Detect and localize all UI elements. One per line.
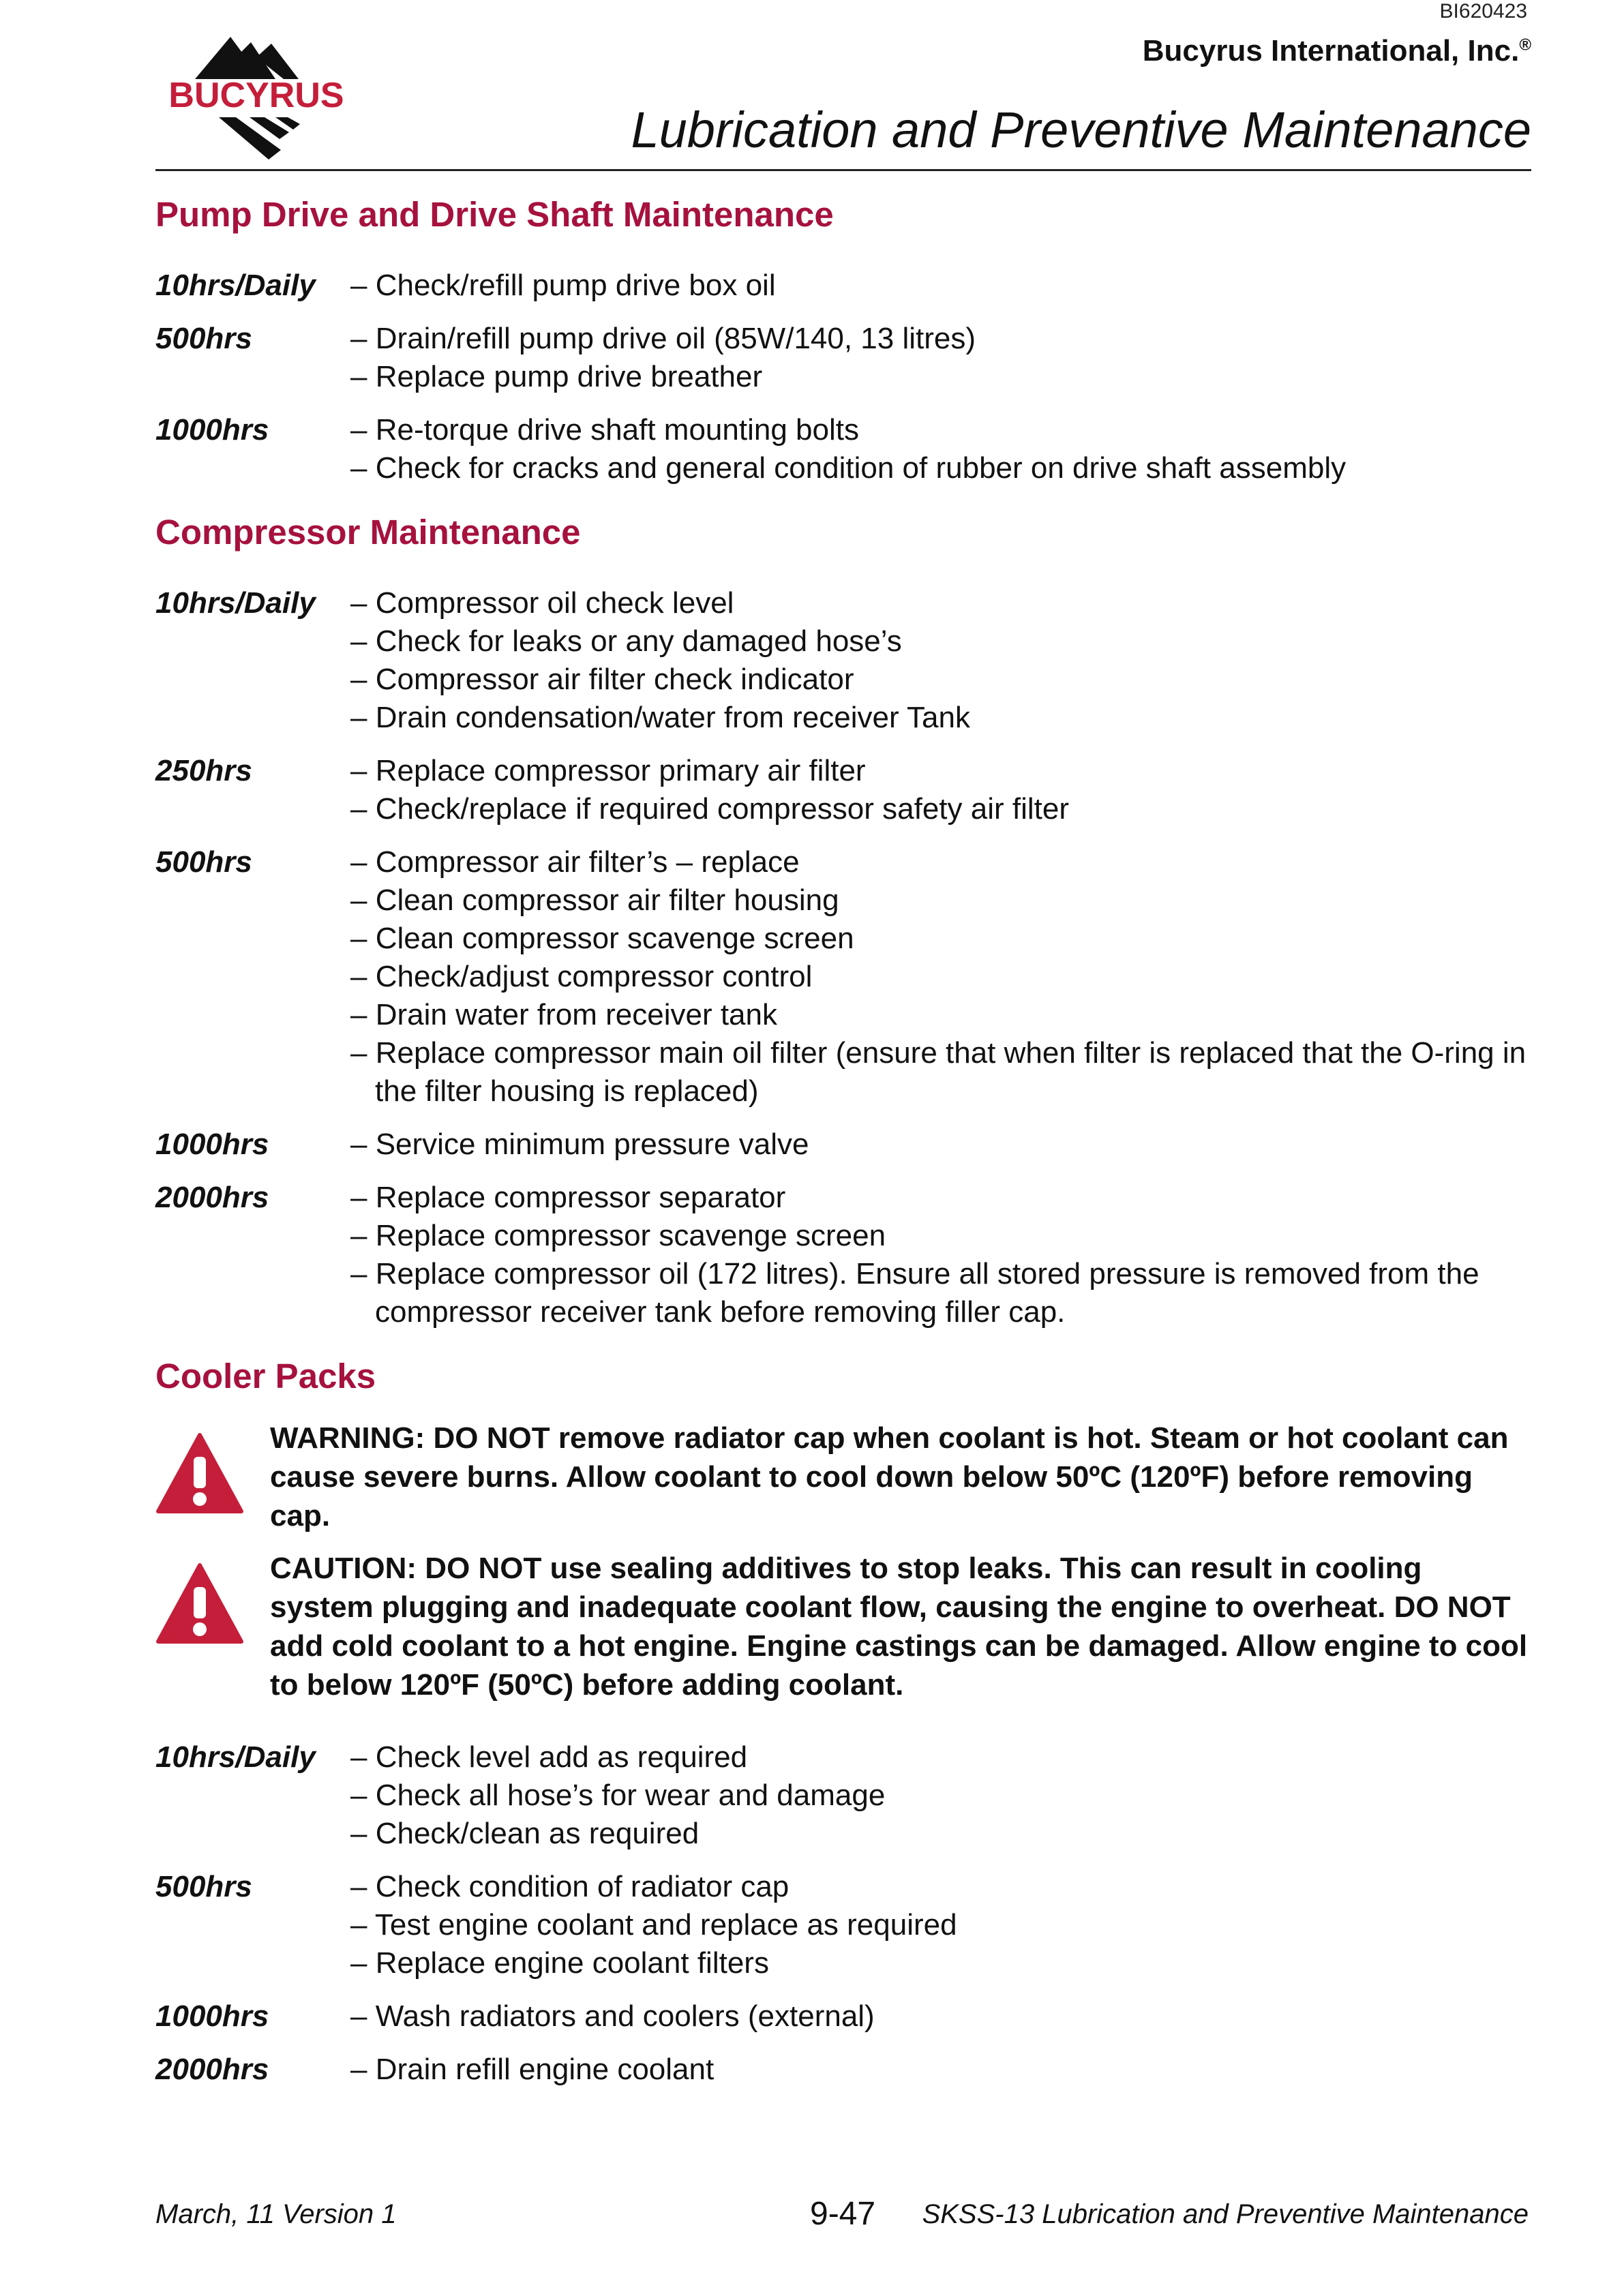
logo-text: BUCYRUS — [168, 76, 344, 115]
task-item: – Replace engine coolant filters — [350, 1946, 769, 1980]
section-title: Pump Drive and Drive Shaft Maintenance — [155, 195, 834, 234]
task-list — [350, 411, 1531, 487]
task-item: – Clean compressor air filter housing — [350, 883, 839, 917]
task-item: – Check for cracks and general condition of rubber on drive shaft assembly — [350, 451, 1347, 485]
safety-notices — [155, 1419, 1531, 1704]
maintenance-row — [155, 320, 1531, 396]
task-list — [350, 1738, 1531, 1853]
task-item: – Check/clean as required — [350, 1817, 700, 1850]
maintenance-row — [155, 1997, 1531, 2036]
warning-triangle-icon — [155, 1432, 244, 1514]
maintenance-row — [155, 752, 1531, 828]
section-pump-drive — [155, 194, 1531, 487]
interval-label: 1000hrs — [155, 1128, 269, 1161]
section-cooler-packs — [155, 1356, 1531, 2089]
task-item: – Check/adjust compressor control — [350, 960, 813, 993]
interval-label: 10hrs/Daily — [155, 586, 316, 620]
interval-label: 500hrs — [155, 322, 252, 355]
maintenance-list — [155, 267, 1531, 487]
task-item: – Replace pump drive breather — [350, 360, 763, 393]
task-item: – Replace compressor separator — [350, 1181, 786, 1214]
header-divider — [155, 169, 1531, 171]
task-list — [350, 752, 1531, 828]
maintenance-list — [155, 1738, 1531, 2089]
maintenance-row — [155, 843, 1531, 1111]
task-item: – Check/replace if required compressor safety air filter — [350, 792, 1069, 826]
interval-label: 250hrs — [155, 754, 252, 787]
task-item: – Wash radiators and coolers (external) — [350, 1999, 875, 2033]
warning-notice — [155, 1419, 1531, 1535]
task-list — [350, 1179, 1531, 1331]
task-item: – Drain water from receiver tank — [350, 998, 777, 1031]
task-item: – Compressor oil check level — [350, 586, 734, 620]
interval-label: 2000hrs — [155, 1181, 269, 1214]
maintenance-row — [155, 411, 1531, 487]
task-item: – Replace compressor main oil filter (ensure that when filter is replaced that the O-ring in the filter housing is replaced) — [350, 1036, 1527, 1108]
interval-label: 10hrs/Daily — [155, 269, 316, 302]
interval-label: 1000hrs — [155, 413, 269, 447]
registered-mark: ® — [1519, 35, 1531, 55]
warning-triangle-icon — [155, 1562, 244, 1644]
task-list — [350, 2051, 1531, 2089]
task-list — [350, 843, 1531, 1111]
task-item: – Drain refill engine coolant — [350, 2053, 715, 2086]
caution-notice — [155, 1549, 1531, 1704]
maintenance-row — [155, 1738, 1531, 1853]
company-name — [1143, 34, 1531, 68]
maintenance-row — [155, 1126, 1531, 1164]
section-title: Compressor Maintenance — [155, 513, 581, 552]
interval-label: 1000hrs — [155, 1999, 269, 2033]
task-item: – Compressor air filter check indicator — [350, 663, 854, 696]
task-item: – Compressor air filter’s – replace — [350, 845, 800, 879]
task-list — [350, 267, 1531, 305]
task-item: – Drain condensation/water from receiver Tank — [350, 701, 970, 734]
task-item: – Replace compressor scavenge screen — [350, 1219, 886, 1252]
interval-label: 500hrs — [155, 1870, 252, 1903]
task-item: – Replace compressor oil (172 litres). Ensure all stored pressure is removed from the compressor receiver tank before removing filler cap. — [350, 1257, 1479, 1329]
maintenance-row — [155, 1179, 1531, 1331]
interval-label: 500hrs — [155, 845, 252, 879]
task-item: – Check all hose’s for wear and damage — [350, 1779, 886, 1812]
task-list — [350, 1868, 1531, 1982]
maintenance-list — [155, 584, 1531, 1331]
bucyrus-logo — [154, 37, 359, 166]
warning-text: WARNING: DO NOT remove radiator cap when coolant is hot. Steam or hot coolant can cause severe burns. Allow coolant to cool down below 50ºC (120ºF) before removing cap. — [270, 1421, 1509, 1532]
maintenance-row — [155, 2051, 1531, 2089]
page-number: 9-47 — [810, 2196, 876, 2232]
document-id: BI620423 — [1439, 0, 1527, 22]
task-list — [350, 320, 1531, 396]
maintenance-row — [155, 584, 1531, 737]
footer-manual-ref: SKSS-13 Lubrication and Preventive Maintenance — [922, 2199, 1529, 2229]
task-item: – Clean compressor scavenge screen — [350, 922, 854, 955]
task-item: – Check/refill pump drive box oil — [350, 269, 776, 302]
footer-date-version: March, 11 Version 1 — [155, 2199, 397, 2229]
caution-text: CAUTION: DO NOT use sealing additives to stop leaks. This can result in cooling system plugging and inadequate coolant flow, causing the engine to overheat. DO NOT add cold coolant to a hot engine. Engine castings can be damaged. Allow engine to cool to below 120ºF (50ºC) before adding coolant. — [270, 1552, 1528, 1702]
task-list — [350, 1997, 1531, 2036]
task-item: – Test engine coolant and replace as required — [350, 1908, 957, 1942]
task-list — [350, 584, 1531, 737]
manual-title: Lubrication and Preventive Maintenance — [631, 102, 1531, 158]
task-item: – Check condition of radiator cap — [350, 1870, 790, 1903]
company-name-text: Bucyrus International, Inc. — [1142, 34, 1520, 67]
task-item: – Replace compressor primary air filter — [350, 754, 866, 787]
task-item: – Check for leaks or any damaged hose’s — [350, 624, 902, 658]
interval-label: 10hrs/Daily — [155, 1740, 316, 1774]
page-content — [155, 194, 1531, 2113]
task-list — [350, 1126, 1531, 1164]
section-compressor — [155, 512, 1531, 1331]
task-item: – Drain/refill pump drive oil (85W/140, 13 litres) — [350, 322, 976, 355]
maintenance-row — [155, 267, 1531, 305]
maintenance-row — [155, 1868, 1531, 1982]
task-item: – Re-torque drive shaft mounting bolts — [350, 413, 859, 447]
interval-label: 2000hrs — [155, 2053, 269, 2086]
task-item: – Check level add as required — [350, 1740, 748, 1774]
task-item: – Service minimum pressure valve — [350, 1128, 809, 1161]
section-title: Cooler Packs — [155, 1357, 376, 1395]
